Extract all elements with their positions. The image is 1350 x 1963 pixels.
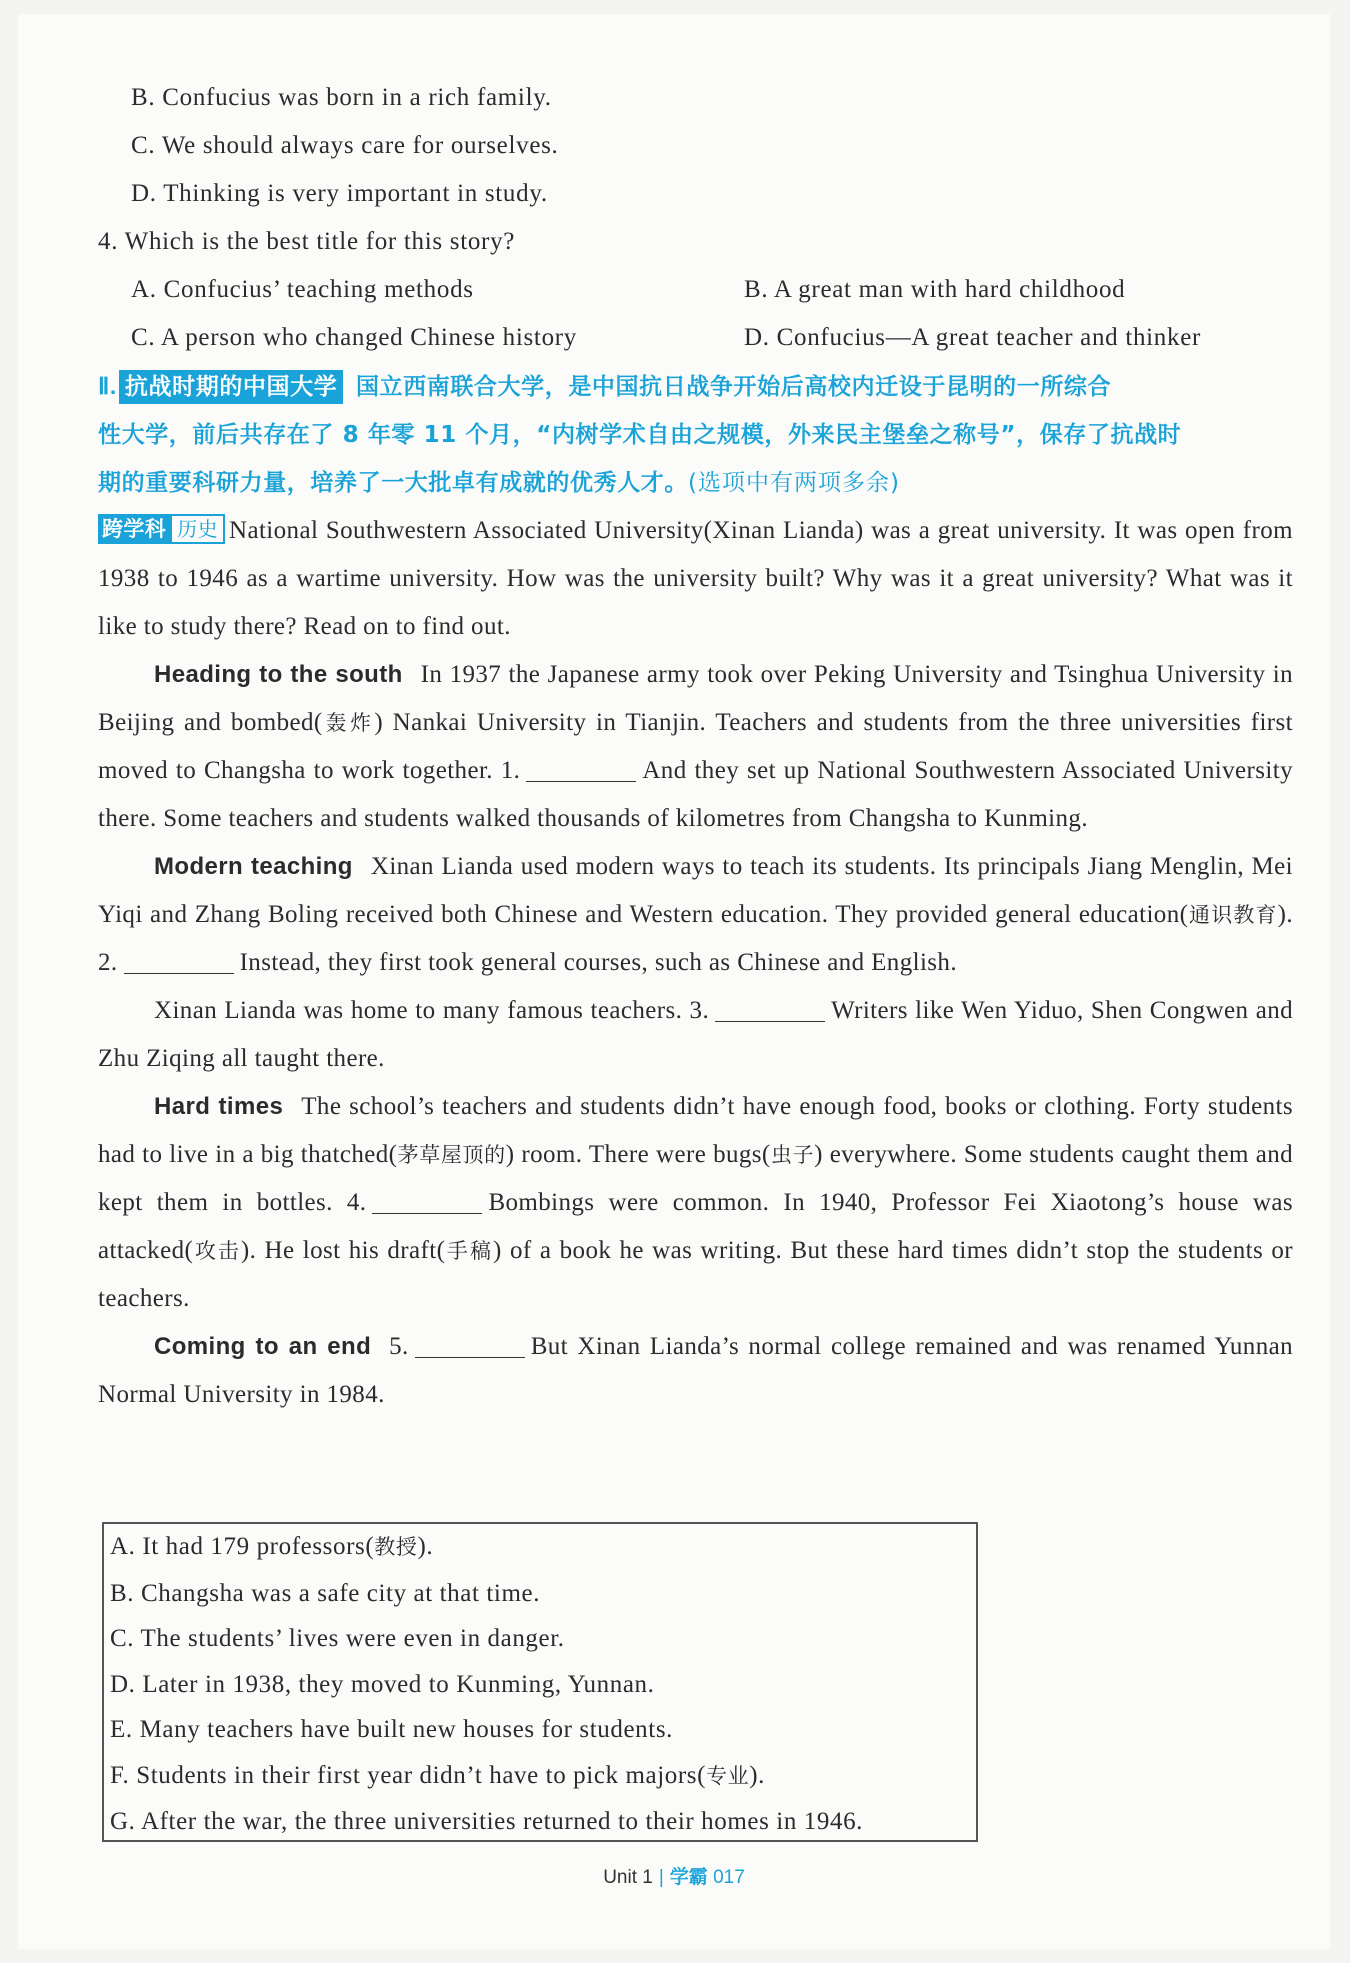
- p3-text-a: Xinan Lianda was home to many famous teachers. 3.: [154, 997, 710, 1024]
- subject-tag: 历史: [170, 514, 225, 544]
- paragraph-heading-south: [98, 651, 1293, 843]
- p1-text-b: ) Nankai University in Tianjin. Teachers and students from the three universities first moved to Changsha to work together. 1.: [98, 709, 1293, 784]
- p3-text-b: Writers like Wen Yiduo, Shen Congwen and Zhu Ziqing all taught there.: [98, 997, 1293, 1072]
- q3-option-d: D. Thinking is very important in study.: [131, 180, 548, 207]
- intro-text: National Southwestern Associated University(Xinan Lianda) was a great university. It was open from 1938 to 1946 as a wartime university. How was the university built? Why was it a great university? What was it like to study there? Read on to find out.: [98, 517, 1293, 640]
- passage-intro: [98, 507, 1293, 651]
- option-g: G. After the war, the three universities returned to their homes in 1946.: [110, 1808, 864, 1835]
- page-footer: [18, 1862, 1330, 1889]
- option-f: [110, 1753, 970, 1800]
- q3-option-c: C. We should always care for ourselves.: [131, 132, 559, 159]
- answer-blank-3[interactable]: [715, 997, 825, 1022]
- p4-gloss-1: 茅草屋顶的: [397, 1143, 506, 1167]
- p4-text-a: The school’s teachers and students didn’t have enough food, books or clothing. Forty students had to live in a big thatched(: [98, 1093, 1293, 1168]
- p2-text-a: Xinan Lianda used modern ways to teach its students. Its principals Jiang Menglin, Mei Yiqi and Zhang Boling received both Chinese and Western education. They provided general education(: [98, 853, 1293, 928]
- content: [98, 74, 1293, 1419]
- option-f-text: F. Students in their first year didn’t have to pick majors(: [110, 1761, 707, 1789]
- page-number: 017: [713, 1867, 745, 1888]
- option-a-gloss: 教授: [374, 1535, 418, 1559]
- p5-text-b: But Xinan Lianda’s normal college remained and was renamed Yunnan Normal University in 1984.: [98, 1333, 1293, 1408]
- section-title-tag: 抗战时期的中国大学: [119, 370, 343, 404]
- p2-text-b: ). 2.: [98, 901, 1293, 976]
- q4-row-1: [98, 266, 1293, 314]
- q4-option-b: B. A great man with hard childhood: [744, 276, 1126, 303]
- answer-blank-4[interactable]: [372, 1189, 482, 1214]
- q4-row-2: [98, 314, 1293, 362]
- p4-gloss-4: 手稿: [445, 1239, 493, 1263]
- footer-separator: |: [658, 1867, 664, 1888]
- option-d: D. Later in 1938, they moved to Kunming, Yunnan.: [110, 1670, 655, 1698]
- p4-text-f: ) of a book he was writing. But these hard times didn’t stop the students or teachers.: [98, 1237, 1293, 1312]
- p1-text-c: And they set up National Southwestern Associated University there. Some teachers and students walked thousands of kilometres from Changsha to Kunming.: [98, 757, 1293, 832]
- p4-text-d: Bombings were common. In 1940, Professor Fei Xiaotong’s house was attacked(: [98, 1189, 1293, 1264]
- paragraph-hard-times: [98, 1083, 1293, 1323]
- paragraph-famous-teachers: [98, 987, 1293, 1083]
- footer-brand: 学霸: [669, 1866, 708, 1888]
- answer-blank-1[interactable]: [526, 757, 636, 782]
- p4-text-b: ) room. There were bugs(: [505, 1141, 771, 1168]
- section-number: Ⅱ.: [98, 373, 117, 399]
- section-intro-text-1: 国立西南联合大学，是中国抗日战争开始后高校内迁设于昆明的一所综合: [355, 374, 1112, 400]
- option-c: C. The students’ lives were even in danger.: [110, 1625, 565, 1652]
- option-a-end: ).: [417, 1533, 434, 1560]
- option-e: E. Many teachers have built new houses for students.: [110, 1716, 674, 1743]
- section-intro-text-3: 期的重要科研力量，培养了一大批卓有成就的优秀人才。: [98, 470, 688, 496]
- option-f-gloss: 专业: [706, 1763, 750, 1788]
- q4-option-d: D. Confucius—A great teacher and thinker: [744, 324, 1202, 351]
- option-f-end: ).: [749, 1761, 766, 1789]
- option-b: B. Changsha was a safe city at that time.: [110, 1579, 541, 1607]
- q4-option-a: A. Confucius’ teaching methods: [131, 276, 474, 303]
- p4-text-e: ). He lost his draft(: [240, 1237, 446, 1264]
- section-intro-text-2: 性大学，前后共存在了 8 年零 11 个月，“内树学术自由之规模，外来民主堡垒之称号”，保存了抗战时: [98, 422, 1182, 448]
- hard-times-title: Hard times: [154, 1093, 284, 1120]
- q4-option-c: C. A person who changed Chinese history: [131, 324, 578, 351]
- paragraph-coming-to-end: [98, 1323, 1293, 1419]
- footer-unit: Unit 1: [603, 1867, 653, 1888]
- p4-gloss-2: 虫子: [770, 1143, 815, 1167]
- section-note: (选项中有两项多余): [688, 470, 900, 496]
- option-a: [110, 1524, 970, 1571]
- passage: [98, 507, 1293, 1419]
- section-2-intro-line-1: [98, 362, 1293, 411]
- cross-subject-tag: 跨学科: [98, 514, 170, 544]
- coming-to-end-title: Coming to an end: [154, 1333, 372, 1360]
- p5-text-a: 5.: [389, 1333, 409, 1360]
- p1-text-a: In 1937 the Japanese army took over Peking University and Tsinghua University in Beijing and bombed(: [98, 661, 1293, 736]
- paragraph-modern-teaching: [98, 843, 1293, 987]
- p2-gloss: 通识教育: [1188, 903, 1278, 927]
- p4-text-c: ) everywhere. Some students caught them and kept them in bottles. 4.: [98, 1141, 1293, 1216]
- q4-stem: 4. Which is the best title for this story?: [98, 228, 516, 255]
- heading-south-title: Heading to the south: [154, 661, 403, 688]
- section-2-intro-line-3: [98, 459, 1293, 507]
- option-a-text: A. It had 179 professors(: [110, 1533, 375, 1560]
- p2-text-c: Instead, they first took general courses, such as Chinese and English.: [239, 949, 957, 976]
- answer-options-box: [102, 1522, 978, 1842]
- q3-option-b: B. Confucius was born in a rich family.: [131, 84, 552, 111]
- page: [18, 14, 1330, 1949]
- modern-teaching-title: Modern teaching: [154, 853, 353, 880]
- answer-blank-2[interactable]: [124, 949, 234, 974]
- answer-blank-5[interactable]: [415, 1333, 525, 1358]
- p4-gloss-3: 攻击: [193, 1239, 241, 1263]
- p1-gloss: 轰炸: [322, 711, 375, 735]
